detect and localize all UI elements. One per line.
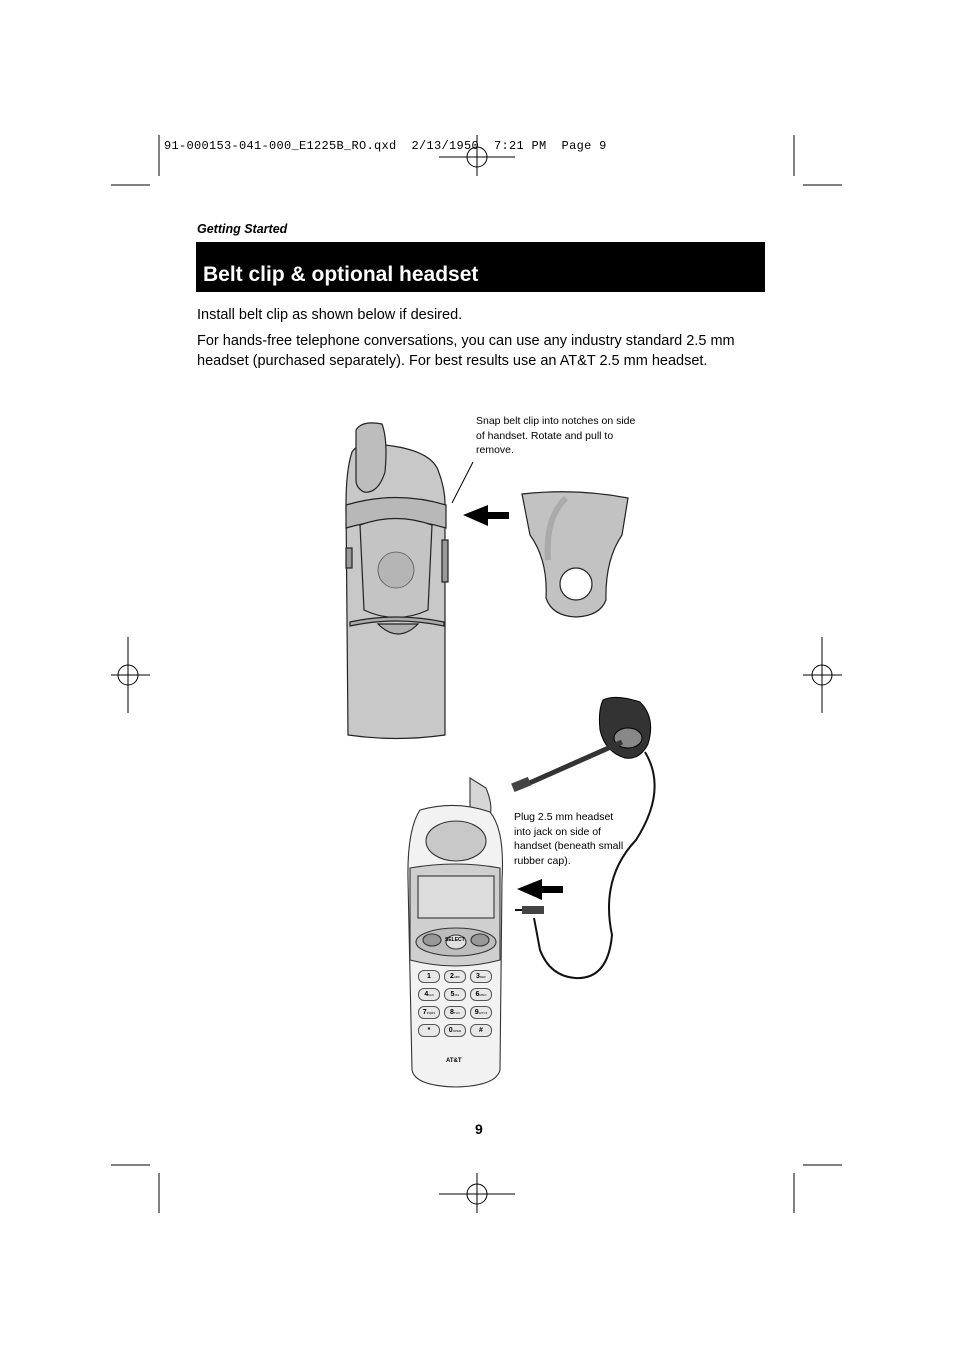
keypad-digit: 6 [475,991,480,998]
keypad-digit: 8 [450,1009,454,1016]
keypad-letters: ABC [453,975,461,979]
arrow-left-icon [517,879,563,900]
keypad-key [470,970,492,983]
keypad-digit: # [479,1027,483,1034]
keypad-letters: GHI [428,993,434,997]
keypad-digit: 2 [449,973,454,980]
keypad-key [444,988,466,1001]
keypad-letters: WXYZ [478,1011,488,1015]
keypad-letters: OPER [452,1029,462,1033]
keypad-key [418,970,440,983]
keypad-key [444,1024,466,1037]
page-number: 9 [475,1121,483,1137]
keypad-digit: 4 [424,991,429,998]
file-slug: 91-000153-041-000_E1225B_RO.qxd 2/13/1950 7:21 PM Page 9 [164,139,607,153]
keypad-key [444,1006,466,1019]
keypad-key [470,1024,492,1037]
keypad-key [418,988,440,1001]
keypad-key [470,988,492,1001]
handset-front-illustration [408,778,503,1087]
keypad-digit: 5 [450,991,455,998]
callout-leader-line [452,462,473,503]
keypad-digit: 1 [427,973,431,980]
speaker-grille [378,552,414,588]
keypad-letters: DEF [479,975,486,979]
keypad-digit: 9 [474,1009,479,1016]
keypad-letters: MNO [479,993,487,997]
keypad-key [418,1024,440,1037]
paragraph-belt-clip: Install belt clip as shown below if desired. [197,307,463,323]
keypad-digit: * [427,1027,431,1034]
section-label: Getting Started [197,222,288,236]
keypad-digit: 3 [476,973,480,980]
keypad-key [444,970,466,983]
keypad-key [418,1006,440,1019]
handset-back-illustration [346,423,448,739]
keypad-digit: 7 [422,1009,427,1016]
arrow-left-icon [463,505,509,526]
keypad-letters: JKL [454,993,460,997]
select-key-label: SELECT [445,937,465,943]
paragraph-headset: For hands-free telephone conversations, you can use any industry standard 2.5 mm headset (purchased separately). For best results use an AT&T 2.5 mm headset. [197,333,735,369]
belt-clip-illustration [522,492,628,617]
keypad-letters: TUV [453,1011,460,1015]
brand-logo: AT&T [446,1058,462,1064]
title-bar [196,242,765,292]
keypad-digit: 0 [448,1027,453,1034]
keypad-letters: PQRS [426,1011,436,1015]
headset-callout: Plug 2.5 mm headset into jack on side of handset (beneath small rubber cap). [514,811,624,867]
page-title: Belt clip & optional headset [203,263,479,286]
belt-clip-callout: Snap belt clip into notches on side of handset. Rotate and pull to remove. [476,415,636,456]
keypad-key [470,1006,492,1019]
